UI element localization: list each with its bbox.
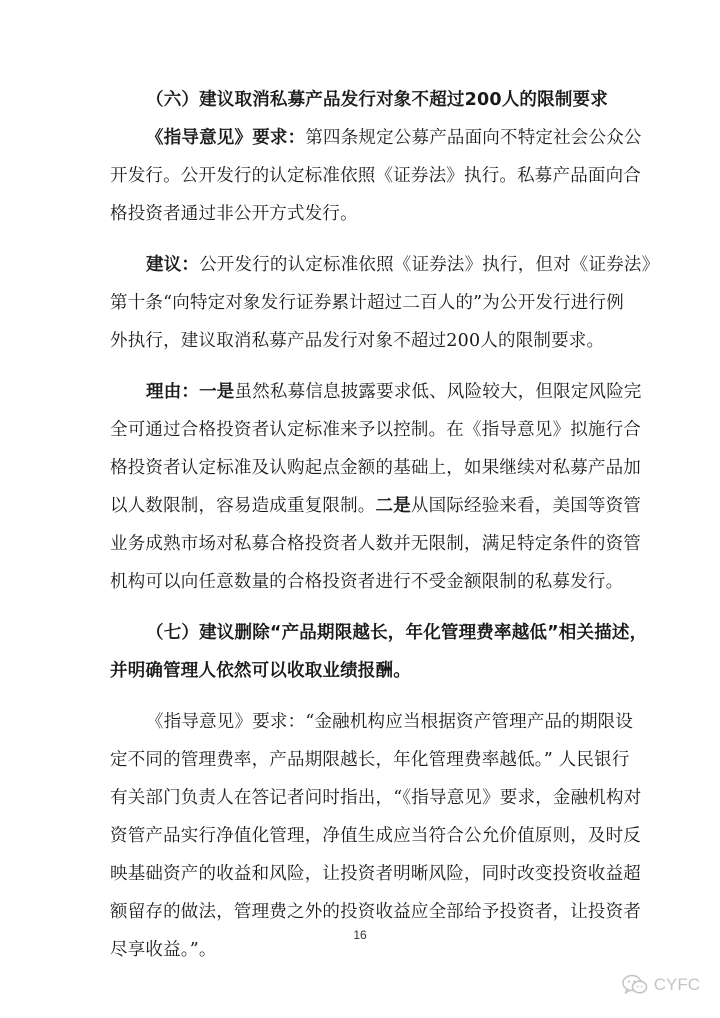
section-6-reason-line bbox=[110, 487, 642, 525]
reason-label: 理由： bbox=[146, 382, 200, 402]
document-body bbox=[110, 81, 660, 969]
watermark bbox=[622, 974, 700, 996]
reason-point-one: 一是 bbox=[199, 382, 235, 402]
section-6-suggestion-line bbox=[110, 246, 660, 284]
section-6-heading: （六）建议取消私募产品发行对象不超过200人的限制要求 bbox=[146, 90, 608, 110]
suggestion-text: 公开发行的认定标准依照《证券法》执行，但对《证券法》 bbox=[199, 255, 660, 275]
section-7-requirement-line: 有关部门负责人在答记者问时指出，“《指导意见》要求，金融机构对 bbox=[110, 788, 642, 808]
page-number: 16 bbox=[353, 928, 367, 942]
requirement-text: “金融机构应当根据资产管理产品的期限设 bbox=[305, 712, 634, 732]
reason-text: 以人数限制，容易造成重复限制。 bbox=[110, 496, 376, 516]
section-7-requirement-line: 资管产品实行净值化管理，净值生成应当符合公允价值原则，及时反 bbox=[110, 826, 641, 846]
section-6-suggestion-line: 外执行，建议取消私募产品发行对象不超过200人的限制要求。 bbox=[110, 331, 605, 351]
section-7-requirement-line: 尽享收益。”。 bbox=[110, 940, 217, 960]
section-6-reason-line: 格投资者认定标准及认购起点金额的基础上，如果继续对私募产品加 bbox=[110, 458, 641, 478]
requirement-label: 《指导意见》要求： bbox=[146, 128, 306, 148]
section-6-requirement-line: 开发行。公开发行的认定标准依照《证券法》执行。私募产品面向合 bbox=[110, 166, 641, 186]
section-7-heading: （七）建议删除“产品期限越长，年化管理费率越低”相关描述， bbox=[146, 623, 648, 643]
section-7-requirement-line: 映基础资产的收益和风险，让投资者明晰风险，同时改变投资收益超 bbox=[110, 864, 641, 884]
section-6-reason-line bbox=[110, 373, 642, 411]
section-7-requirement-line bbox=[110, 703, 634, 741]
section-7-heading: 并明确管理人依然可以收取业绩报酬。 bbox=[110, 661, 411, 681]
reason-text: 从国际经验来看，美国等资管 bbox=[410, 496, 642, 516]
wechat-icon bbox=[622, 974, 648, 996]
watermark-text: CYFC bbox=[653, 975, 700, 994]
section-6-requirement-line: 格投资者通过非公开方式发行。 bbox=[110, 204, 358, 224]
section-7-requirement-line: 定不同的管理费率，产品期限越长，年化管理费率越低。” 人民银行 bbox=[110, 750, 630, 770]
section-6-reason-line: 全可通过合格投资者认定标准来予以控制。在《指导意见》拟施行合 bbox=[110, 420, 641, 440]
section-6-requirement-line bbox=[110, 119, 642, 157]
section-7-requirement-line: 额留存的做法，管理费之外的投资收益应全部给予投资者，让投资者 bbox=[110, 902, 641, 922]
section-6-suggestion-line: 第十条“向特定对象发行证券累计超过二百人的”为公开发行进行例 bbox=[110, 293, 624, 313]
reason-text: 虽然私募信息披露要求低、风险较大，但限定风险完 bbox=[234, 382, 642, 402]
requirement-label: 《指导意见》要求： bbox=[146, 712, 306, 732]
section-6-reason-line: 机构可以向任意数量的合格投资者进行不受金额限制的私募发行。 bbox=[110, 572, 624, 592]
section-6-reason-line: 业务成熟市场对私募合格投资者人数并无限制，满足特定条件的资管 bbox=[110, 534, 641, 554]
suggestion-label: 建议： bbox=[146, 255, 200, 275]
requirement-text: 第四条规定公募产品面向不特定社会公众公 bbox=[305, 128, 642, 148]
reason-point-two: 二是 bbox=[375, 496, 411, 516]
